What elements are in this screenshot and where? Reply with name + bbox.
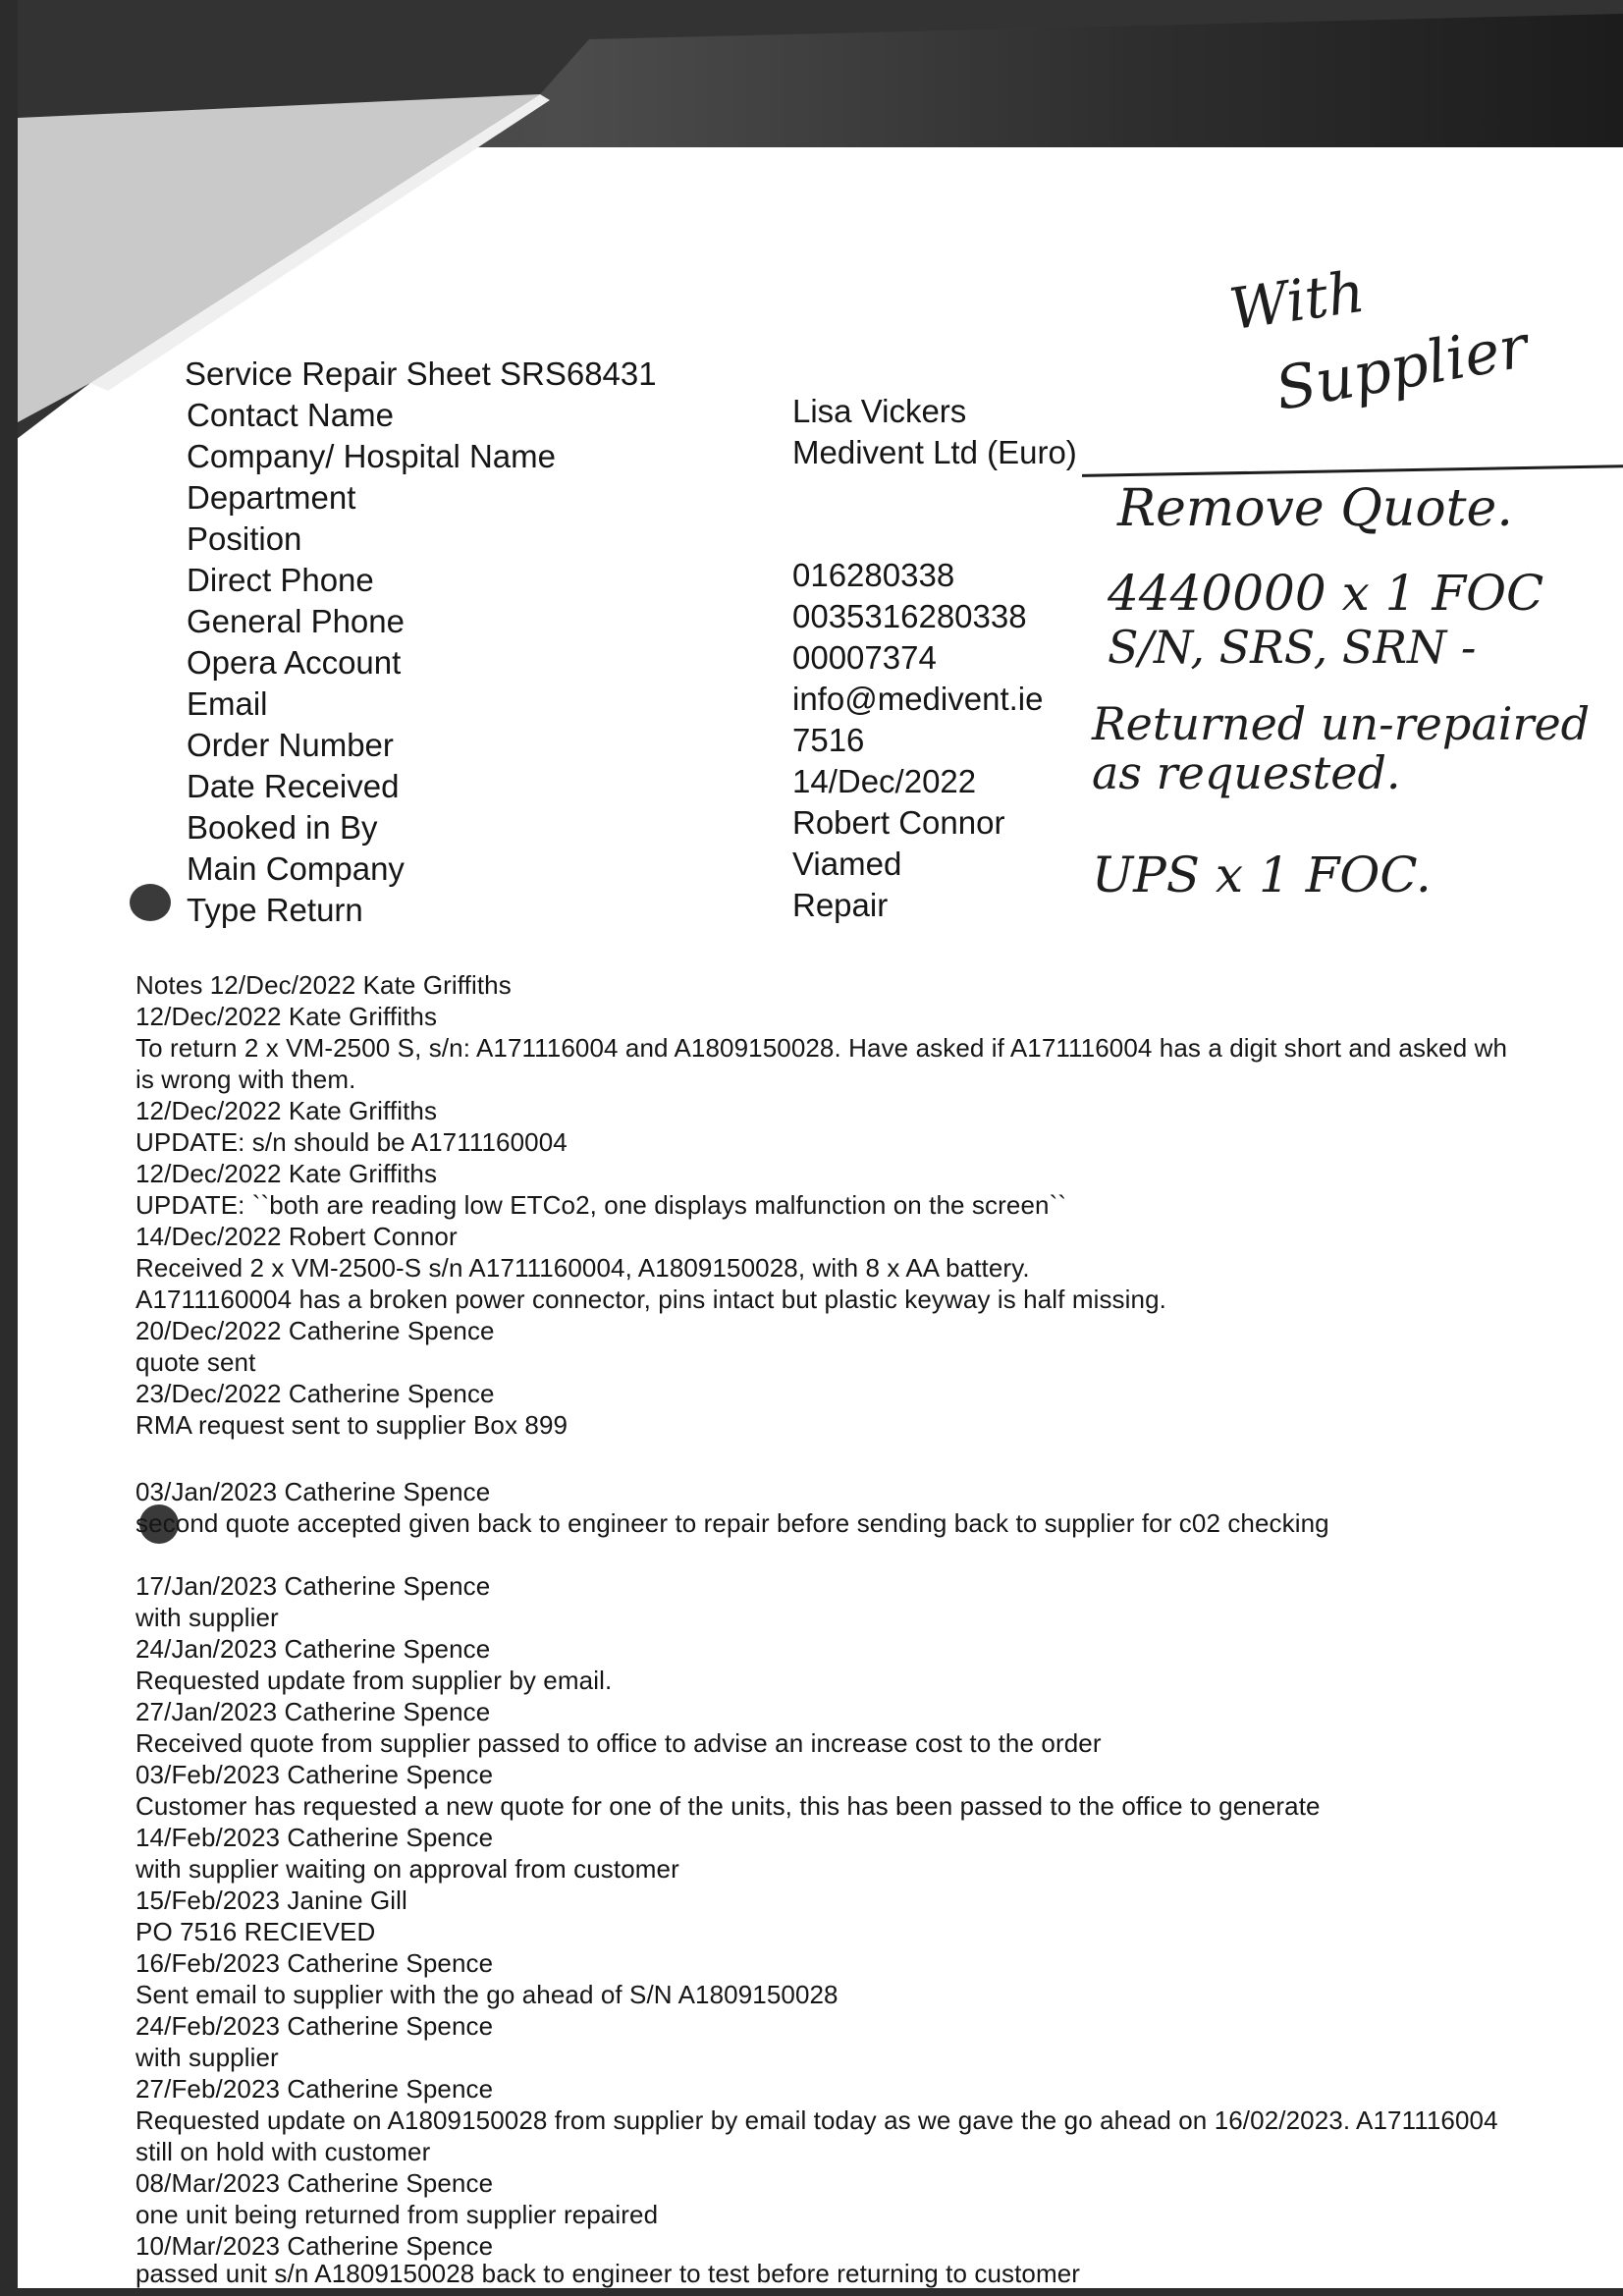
note-line: PO 7516 RECIEVED [135,1917,376,1946]
note-line: 27/Feb/2023 Catherine Spence [135,2074,494,2104]
note-line: A1711160004 has a broken power connector, pins intact but plastic keyway is half missing. [135,1285,1166,1314]
note-line: UPDATE: s/n should be A1711160004 [135,1127,568,1157]
field-label: Booked in By [187,809,378,846]
note-line: one unit being returned from supplier repaired [135,2200,659,2229]
note-line: with supplier [135,1603,279,1632]
note-line: quote sent [135,1347,256,1377]
note-line: 08/Mar/2023 Catherine Spence [135,2168,494,2198]
scan-bottom-border [0,2288,1623,2296]
field-label: Main Company [187,850,405,887]
note-line: 20/Dec/2022 Catherine Spence [135,1316,495,1345]
punch-hole-mark [130,884,171,921]
note-line: UPDATE: ``both are reading low ETCo2, one displays malfunction on the screen`` [135,1190,1067,1220]
note-line: 10/Mar/2023 Catherine Spence [135,2231,494,2261]
field-value: 0035316280338 [792,598,1027,634]
note-line: To return 2 x VM-2500 S, s/n: A171116004 and A1809150028. Have asked if A171116004 has a digit short and asked wh [135,1033,1508,1063]
handwritten-underline [1082,465,1623,477]
note-line: passed unit s/n A1809150028 back to engineer to test before returning to customer [135,2259,1081,2288]
note-line: 03/Feb/2023 Catherine Spence [135,1760,494,1789]
note-line: 24/Jan/2023 Catherine Spence [135,1634,491,1664]
field-value: 14/Dec/2022 [792,763,977,799]
note-line: 12/Dec/2022 Kate Griffiths [135,1096,438,1125]
note-line: 17/Jan/2023 Catherine Spence [135,1571,491,1601]
note-line: still on hold with customer [135,2137,431,2166]
field-label: Opera Account [187,644,402,681]
handwritten-remove-quote: Remove Quote. [1117,479,1513,538]
handwritten-sn-line: S/N, SRS, SRN - [1108,621,1477,674]
note-line: Received quote from supplier passed to office to advise an increase cost to the order [135,1728,1102,1758]
note-line: 14/Dec/2022 Robert Connor [135,1222,458,1251]
handwritten-supplier: Supplier [1270,312,1534,424]
field-label: Date Received [187,768,400,804]
note-line: 12/Dec/2022 Kate Griffiths [135,1002,438,1031]
handwritten-part-line: 4440000 x 1 FOC [1108,565,1544,622]
note-line: Notes 12/Dec/2022 Kate Griffiths [135,970,512,1000]
field-label: Direct Phone [187,562,374,598]
note-line: 23/Dec/2022 Catherine Spence [135,1379,495,1408]
note-line: RMA request sent to supplier Box 899 [135,1410,568,1440]
field-label: Contact Name [187,397,394,433]
field-value: Medivent Ltd (Euro) [792,434,1077,470]
field-label: Position [187,520,302,557]
note-line: 15/Feb/2023 Janine Gill [135,1886,407,1915]
note-line: 16/Feb/2023 Catherine Spence [135,1948,494,1978]
field-label: Department [187,479,356,516]
note-line: 24/Feb/2023 Catherine Spence [135,2011,494,2041]
note-line: 27/Jan/2023 Catherine Spence [135,1697,491,1726]
note-line: 12/Dec/2022 Kate Griffiths [135,1159,438,1188]
note-line: 14/Feb/2023 Catherine Spence [135,1823,494,1852]
field-label: Email [187,685,268,722]
field-value: info@medivent.ie [792,681,1044,717]
note-line: Customer has requested a new quote for one of the units, this has been passed to the office to generate [135,1791,1321,1821]
note-line: is wrong with them. [135,1065,356,1094]
note-line: Received 2 x VM-2500-S s/n A1711160004, A1809150028, with 8 x AA battery. [135,1253,1030,1283]
handwritten-ups-line: UPS x 1 FOC. [1092,847,1432,903]
note-line: 03/Jan/2023 Catherine Spence [135,1477,491,1506]
handwritten-returned: Returned un-repaired [1092,697,1591,750]
field-value: 016280338 [792,557,955,593]
field-value: Repair [792,887,889,923]
field-value: 00007374 [792,639,937,676]
note-line: Sent email to supplier with the go ahead of S/N A1809150028 [135,1980,839,2009]
scan-left-border [0,0,18,2296]
field-label: Company/ Hospital Name [187,438,556,474]
sheet-title: Service Repair Sheet SRS68431 [185,355,657,392]
handwritten-with: With [1224,257,1369,344]
field-value: Viamed [792,846,902,882]
field-value: Robert Connor [792,804,1005,841]
note-line: Requested update on A1809150028 from supplier by email today as we gave the go ahead on 16/02/2023. A171116004 [135,2105,1498,2135]
field-label: Order Number [187,727,394,763]
handwritten-as-requested: as requested. [1092,746,1401,799]
field-label: Type Return [187,892,363,928]
field-value: 7516 [792,722,865,758]
note-line: with supplier waiting on approval from customer [135,1854,679,1884]
note-line: second quote accepted given back to engineer to repair before sending back to supplier for c02 checking [135,1508,1329,1538]
note-line: Requested update from supplier by email. [135,1666,613,1695]
field-value: Lisa Vickers [792,393,967,429]
note-line: with supplier [135,2043,279,2072]
field-label: General Phone [187,603,405,639]
